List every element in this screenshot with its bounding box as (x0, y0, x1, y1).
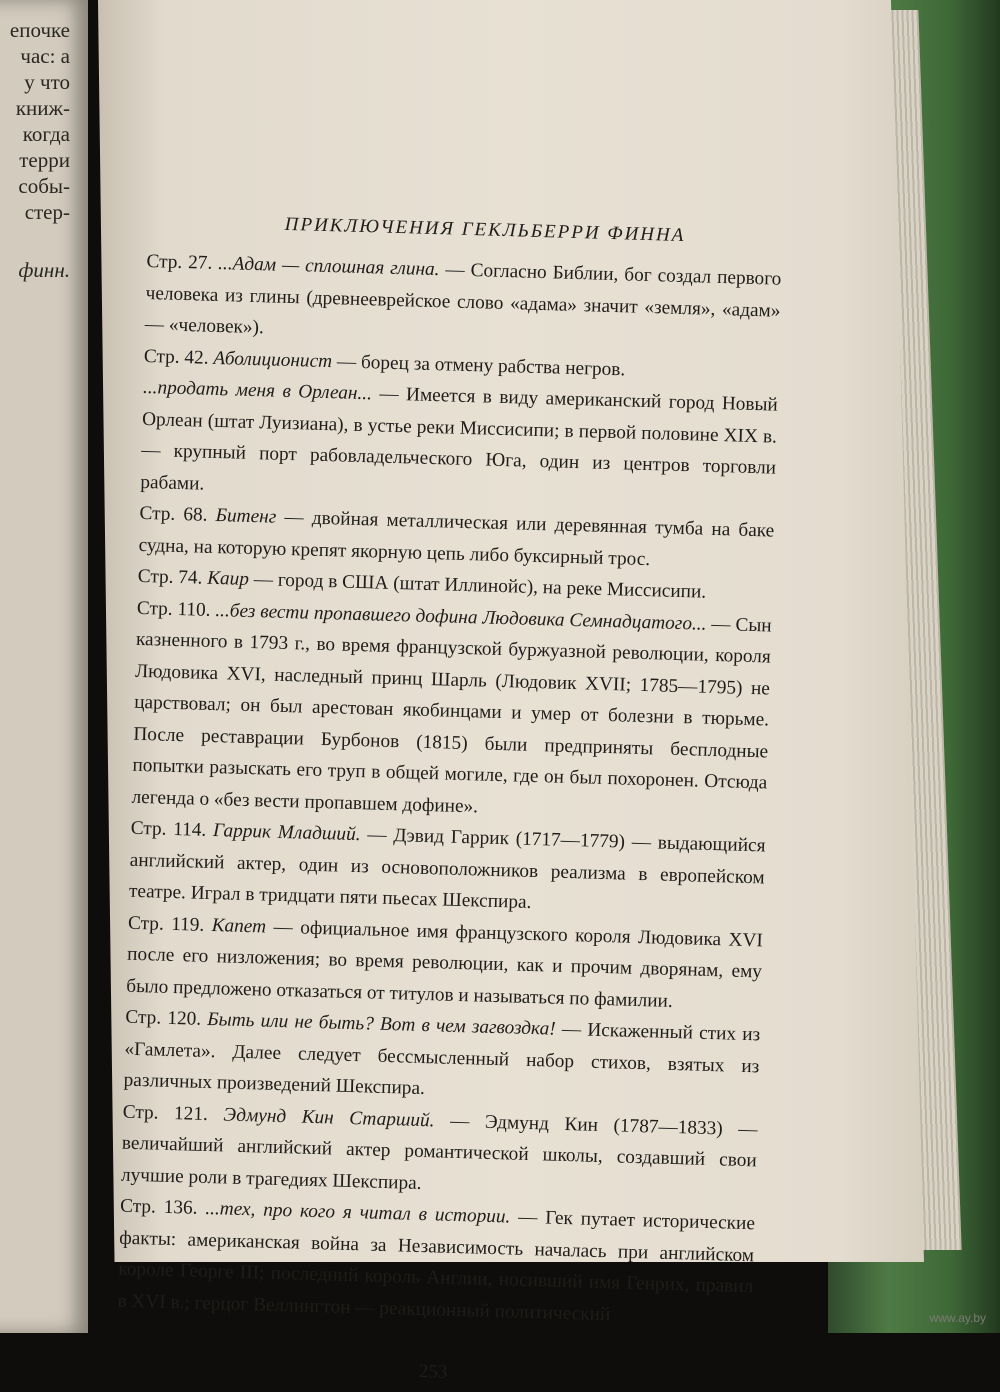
note-text: — Имеется в виду американский город Новый Орлеан (штат Луизиана), в устье реки Миссисипи; в первой половине XIX в.— крупный порт рабовладельческого Юга, один из центров торговли рабами. (140, 383, 779, 495)
note-term: ...без вести пропавшего дофина Людовика Семнадцатого... (215, 599, 707, 635)
note-entry (144, 246, 781, 358)
note-term: Битенг (215, 505, 277, 528)
note-text: — Согласно Библии, бог создал первого человека из глины (древнееврейское слово «адама» значит «земля», «адам» — «человек»). (144, 259, 782, 339)
note-text: — официальное имя французского короля Людовика XVI после его низложения; во время революции, как и прочим дворянам, ему было предложено отказаться от титулов и называться по фамилии. (126, 916, 764, 1012)
note-entry (131, 592, 772, 830)
left-page (0, 0, 88, 1333)
left-fragment: когда (22, 122, 70, 146)
note-term: Каир (206, 567, 250, 590)
left-fragment: книж- (15, 96, 70, 120)
left-fragment: епочке (9, 18, 70, 42)
note-page-ref: Стр. 74. (137, 565, 203, 589)
note-entry (126, 907, 763, 1019)
notes-text-block (115, 210, 782, 1392)
note-entry (121, 1096, 758, 1208)
left-fragment: у что (24, 70, 70, 94)
note-page-ref: Стр. 27. (146, 250, 213, 274)
left-fragment: стер- (24, 200, 70, 224)
note-text: — борец за отмену рабства негров. (336, 350, 626, 380)
note-entry (129, 813, 766, 925)
note-page-ref: Стр. 68. (139, 502, 208, 526)
note-entry (140, 372, 778, 516)
note-text: — двойная металлическая или деревянная тумба на баке судна, на которую крепят якорную цепь либо буксирный трос. (138, 506, 775, 570)
note-term: Капет (211, 914, 267, 938)
left-fragment: финн. (18, 258, 70, 282)
note-text: — Эдмунд Кин (1787—1833) — величайший английский актер романтической школы, создавший свои лучшие роли в трагедиях Шекспира. (120, 1110, 758, 1194)
page-number: 253 (418, 1361, 448, 1383)
note-page-ref: Стр. 42. (143, 345, 209, 369)
left-fragment: терри (19, 148, 70, 172)
watermark-text: www.ay.by (929, 1311, 986, 1325)
note-page-ref: Стр. 110. (136, 597, 211, 621)
note-text: — Сын казненного в 1793 г., во время французской буржуазной революции, короля Людовика XVI, наследный принц Шарль (Людовик XVII; 1785—1795) не царствовал; он был арестован якобинцами и умер от болезни в тюрьме. После реставрации Бурбонов (1815) были предприняты бесплодные попытки разыскать его труп в общей могиле, где он был похоронен. Отсюда легенда о «без вести пропавшем дофине». (131, 613, 772, 817)
note-term: ...продать меня в Орлеан... (142, 376, 373, 405)
note-term: Аболиционист (213, 347, 333, 372)
notes-list (117, 246, 782, 1334)
note-page-ref: Стр. 120. (125, 1006, 202, 1030)
left-fragment: час: а (20, 44, 70, 68)
note-page-ref: Стр. 114. (130, 817, 207, 841)
note-entry (117, 1191, 755, 1335)
note-entry (123, 1002, 760, 1114)
note-term: Гаррик Младший. (212, 820, 361, 846)
note-text: — Гек путает исторические факты: американская война за Независимость началась при английском короле Георге III; последний король Англии, носивший имя Генрих, правил в XVI в.; герцог Веллингтон — реакционный политический (117, 1206, 756, 1325)
section-heading: ПРИКЛЮЧЕНИЯ ГЕКЛЬБЕРРИ ФИННА (284, 213, 686, 247)
note-term: ...тех, про кого я читал в истории. (205, 1197, 511, 1228)
note-term: ...Адам — сплошная глина. (217, 252, 440, 281)
note-page-ref: Стр. 121. (122, 1101, 209, 1125)
note-text: — Дэвид Гаррик (1717—1779) — выдающийся английский актер, один из основоположников реализма в европейском театре. Играл в тридцати пяти пьесах Шекспира. (128, 824, 766, 913)
left-fragment: собы- (18, 174, 70, 198)
note-term: Быть или не быть? Вот в чем загвоздка! (207, 1008, 556, 1040)
note-page-ref: Стр. 136. (119, 1195, 198, 1219)
note-text: — Искаженный стих из «Гамлета». Далее следует бессмысленный набор стихов, взятых из различных произведений Шекспира. (123, 1018, 761, 1100)
note-term: Эдмунд Кин Старший. (223, 1103, 435, 1131)
note-page-ref: Стр. 119. (127, 912, 205, 936)
note-text: — город в США (штат Иллинойс), на реке Миссисипи. (253, 569, 707, 603)
